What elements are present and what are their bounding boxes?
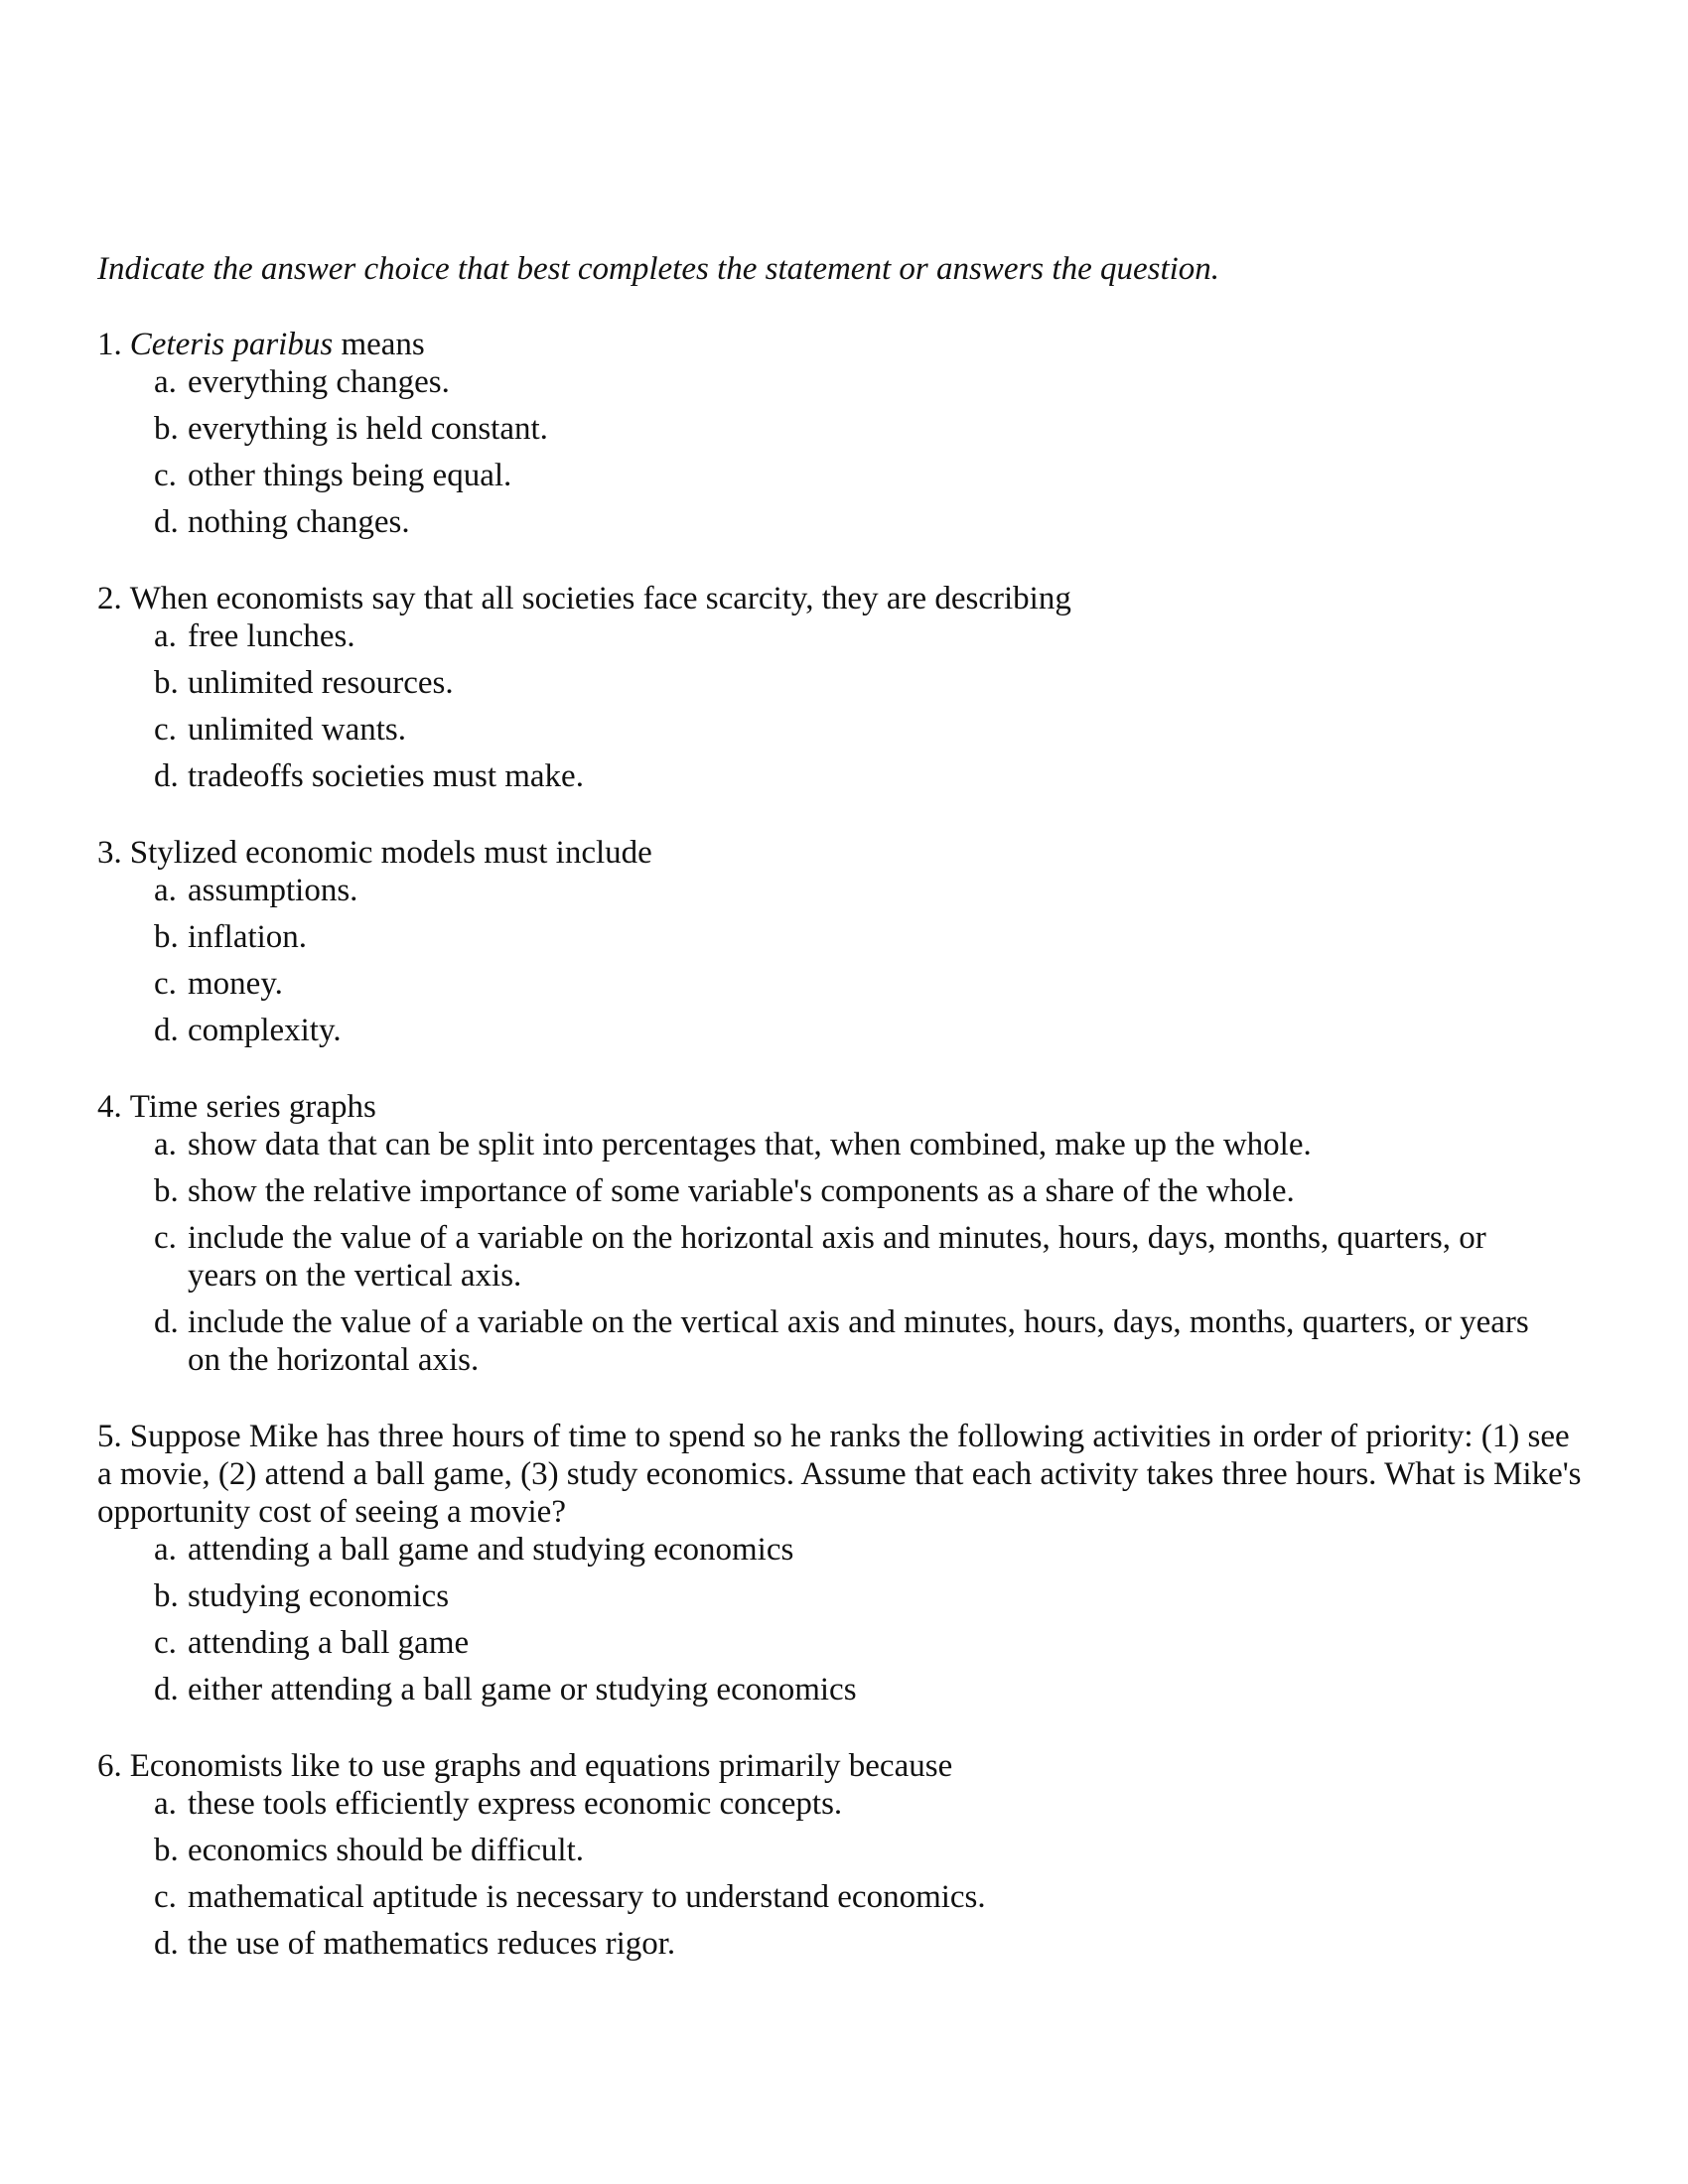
option-letter: c. [154,458,177,493]
instructions: Indicate the answer choice that best completes the statement or answers the question. [97,251,1220,287]
question-stem [97,1418,1587,1531]
answer-option[interactable] [97,1671,1587,1708]
option-letter: d. [154,758,179,794]
answer-option[interactable] [97,1925,1587,1963]
question-stem [97,580,1587,617]
option-letter: a. [154,618,177,654]
answer-option[interactable] [97,363,1587,401]
option-text: everything changes. [188,364,450,400]
answer-options [97,617,1587,795]
answer-options [97,1785,1587,1963]
option-letter: b. [154,1833,179,1868]
answer-option[interactable] [97,965,1587,1003]
answer-option[interactable] [97,410,1587,448]
answer-option[interactable] [97,1577,1587,1615]
option-letter: b. [154,1173,179,1209]
option-letter: b. [154,1578,179,1614]
option-letter: d. [154,504,179,540]
option-text: mathematical aptitude is necessary to understand economics. [188,1879,986,1915]
answer-option[interactable] [97,1785,1587,1823]
option-text: show data that can be split into percentages that, when combined, make up the whole. [188,1127,1312,1162]
question-6 [97,1747,1587,1963]
option-text: economics should be difficult. [188,1833,584,1868]
answer-option[interactable] [97,1878,1587,1916]
stem-text: Economists like to use graphs and equations primarily because [129,1748,953,1784]
answer-option[interactable] [97,1012,1587,1049]
option-letter: b. [154,919,179,955]
option-letter: c. [154,1879,177,1915]
option-text: money. [188,966,283,1002]
option-letter: a. [154,364,177,400]
option-text: free lunches. [188,618,355,654]
answer-option[interactable] [97,1172,1587,1210]
question-stem [97,1088,1587,1126]
option-letter: d. [154,1304,179,1340]
option-text: complexity. [188,1013,342,1048]
answer-options [97,1531,1587,1708]
stem-text: Stylized economic models must include [129,835,652,871]
option-text: the use of mathematics reduces rigor. [188,1926,676,1962]
answer-option[interactable] [97,1219,1587,1295]
question-stem [97,326,1587,363]
option-text: assumptions. [188,873,358,908]
option-text: include the value of a variable on the horizontal axis and minutes, hours, days, months, quarters, or years on the vertical axis. [188,1220,1486,1294]
option-text: studying economics [188,1578,450,1614]
option-letter: c. [154,1220,177,1256]
option-text: show the relative importance of some variable's components as a share of the whole. [188,1173,1295,1209]
option-text: attending a ball game [188,1625,470,1661]
option-text: everything is held constant. [188,411,548,447]
answer-option[interactable] [97,918,1587,956]
question-number: 6. [97,1748,122,1784]
option-letter: b. [154,411,179,447]
question-1 [97,326,1587,541]
answer-option[interactable] [97,664,1587,702]
stem-italic-term: Ceteris paribus [129,327,334,362]
stem-text: means [333,327,425,362]
option-letter: d. [154,1926,179,1962]
answer-options [97,363,1587,541]
option-letter: a. [154,1127,177,1162]
option-letter: b. [154,665,179,701]
option-text: nothing changes. [188,504,410,540]
answer-option[interactable] [97,1126,1587,1163]
answer-option[interactable] [97,1624,1587,1662]
answer-option[interactable] [97,457,1587,494]
option-text: unlimited resources. [188,665,454,701]
answer-option[interactable] [97,1832,1587,1869]
answer-options [97,872,1587,1049]
question-3 [97,834,1587,1049]
option-text: tradeoffs societies must make. [188,758,584,794]
question-number: 3. [97,835,122,871]
question-4 [97,1088,1587,1379]
question-2 [97,580,1587,795]
answer-option[interactable] [97,711,1587,749]
option-letter: d. [154,1013,179,1048]
question-stem [97,834,1587,872]
stem-text: Suppose Mike has three hours of time to spend so he ranks the following activities in order of priority: (1) see a movie, (2) attend a ball game, (3) study economics. Assume that each activity takes three hours. What is Mike's opportunity cost of seeing a movie? [97,1419,1582,1530]
answer-option[interactable] [97,503,1587,541]
option-text: inflation. [188,919,308,955]
option-letter: c. [154,712,177,748]
option-text: these tools efficiently express economic concepts. [188,1786,843,1822]
option-text: other things being equal. [188,458,512,493]
option-text: attending a ball game and studying economics [188,1532,794,1568]
question-5 [97,1418,1587,1708]
option-letter: c. [154,966,177,1002]
option-text: unlimited wants. [188,712,406,748]
option-text: either attending a ball game or studying economics [188,1672,857,1707]
answer-option[interactable] [97,1531,1587,1569]
question-stem [97,1747,1587,1785]
answer-options [97,1126,1587,1379]
option-letter: a. [154,873,177,908]
answer-option[interactable] [97,617,1587,655]
option-letter: c. [154,1625,177,1661]
stem-text: Time series graphs [129,1089,376,1125]
question-number: 1. [97,327,122,362]
option-letter: a. [154,1786,177,1822]
answer-option[interactable] [97,757,1587,795]
answer-option[interactable] [97,872,1587,909]
option-text: include the value of a variable on the vertical axis and minutes, hours, days, months, quarters, or years on the horizontal axis. [188,1304,1529,1378]
question-number: 5. [97,1419,122,1454]
answer-option[interactable] [97,1303,1587,1379]
quiz-page [97,250,1587,2001]
question-number: 4. [97,1089,122,1125]
option-letter: d. [154,1672,179,1707]
stem-text: When economists say that all societies face scarcity, they are describing [129,581,1071,616]
question-number: 2. [97,581,122,616]
option-letter: a. [154,1532,177,1568]
